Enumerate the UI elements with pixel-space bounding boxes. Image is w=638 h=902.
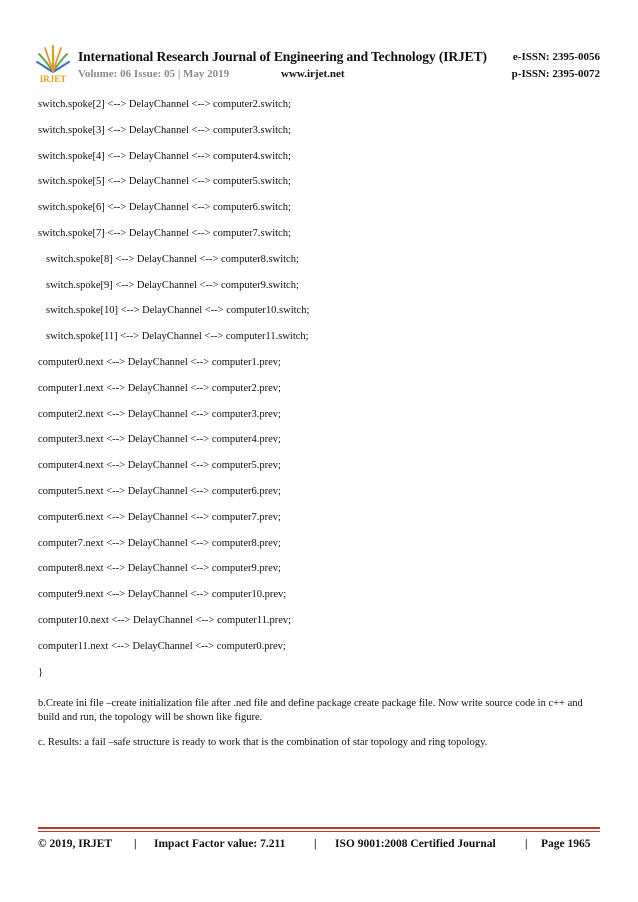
code-line: computer7.next <--> DelayChannel <--> computer8.prev; <box>38 537 281 549</box>
footer-separator: | <box>314 838 317 850</box>
code-line: computer4.next <--> DelayChannel <--> computer5.prev; <box>38 460 281 472</box>
code-line: switch.spoke[11] <--> DelayChannel <--> computer11.switch; <box>46 331 309 343</box>
footer-separator: | <box>134 838 137 850</box>
code-line: switch.spoke[8] <--> DelayChannel <--> computer8.switch; <box>46 253 299 265</box>
footer-impact-factor: Impact Factor value: 7.211 <box>154 838 286 850</box>
paragraph-c: c. Results: a fail –safe structure is ready to work that is the combination of star topology and ring topology. <box>38 737 488 749</box>
code-line: switch.spoke[9] <--> DelayChannel <--> computer9.switch; <box>46 279 299 291</box>
eissn: e-ISSN: 2395-0056 <box>512 51 600 63</box>
journal-title: International Research Journal of Engineering and Technology (IRJET) <box>78 49 487 64</box>
code-line: computer8.next <--> DelayChannel <--> computer9.prev; <box>38 563 281 575</box>
code-line: computer9.next <--> DelayChannel <--> computer10.prev; <box>38 589 287 601</box>
code-line: computer11.next <--> DelayChannel <--> computer0.prev; <box>38 640 286 652</box>
code-line: computer2.next <--> DelayChannel <--> computer3.prev; <box>38 408 281 420</box>
footer-page-number: Page 1965 <box>541 838 591 850</box>
website-link[interactable]: www.irjet.net <box>281 68 345 80</box>
code-line: computer1.next <--> DelayChannel <--> computer2.prev; <box>38 382 281 394</box>
irjet-logo <box>36 42 70 84</box>
footer-iso: ISO 9001:2008 Certified Journal <box>335 838 496 850</box>
code-line: computer0.next <--> DelayChannel <--> computer1.prev; <box>38 356 281 368</box>
pissn: p-ISSN: 2395-0072 <box>511 68 600 80</box>
volume-issue: Volume: 06 Issue: 05 | May 2019 <box>78 68 230 80</box>
code-line: switch.spoke[10] <--> DelayChannel <--> computer10.switch; <box>46 305 310 317</box>
code-line: switch.spoke[6] <--> DelayChannel <--> computer6.switch; <box>38 202 291 214</box>
page-body <box>38 98 600 750</box>
code-line: switch.spoke[3] <--> DelayChannel <--> computer3.switch; <box>38 124 291 136</box>
code-line: computer3.next <--> DelayChannel <--> computer4.prev; <box>38 434 281 446</box>
code-line: computer6.next <--> DelayChannel <--> computer7.prev; <box>38 511 281 523</box>
code-line: } <box>38 666 44 678</box>
logo-text: IRJET <box>39 74 67 84</box>
footer-rule <box>38 827 600 829</box>
footer-copyright: © 2019, IRJET <box>38 838 113 850</box>
footer-rule-thin <box>38 831 600 832</box>
code-line: switch.spoke[7] <--> DelayChannel <--> computer7.switch; <box>38 227 291 239</box>
code-block <box>38 98 600 691</box>
paragraph-b: b.Create ini file –create initialization file after .ned file and define package create package file. Now write source code in c++ and build and run, the topology will be shown like figure. <box>38 698 583 723</box>
code-line: computer5.next <--> DelayChannel <--> computer6.prev; <box>38 485 281 497</box>
code-line: computer10.next <--> DelayChannel <--> computer11.prev; <box>38 614 292 626</box>
page-header <box>0 0 638 90</box>
footer-separator: | <box>525 838 528 850</box>
code-line: switch.spoke[4] <--> DelayChannel <--> computer4.switch; <box>38 150 291 162</box>
code-line: switch.spoke[2] <--> DelayChannel <--> computer2.switch; <box>38 99 291 110</box>
code-line: switch.spoke[5] <--> DelayChannel <--> computer5.switch; <box>38 176 291 188</box>
